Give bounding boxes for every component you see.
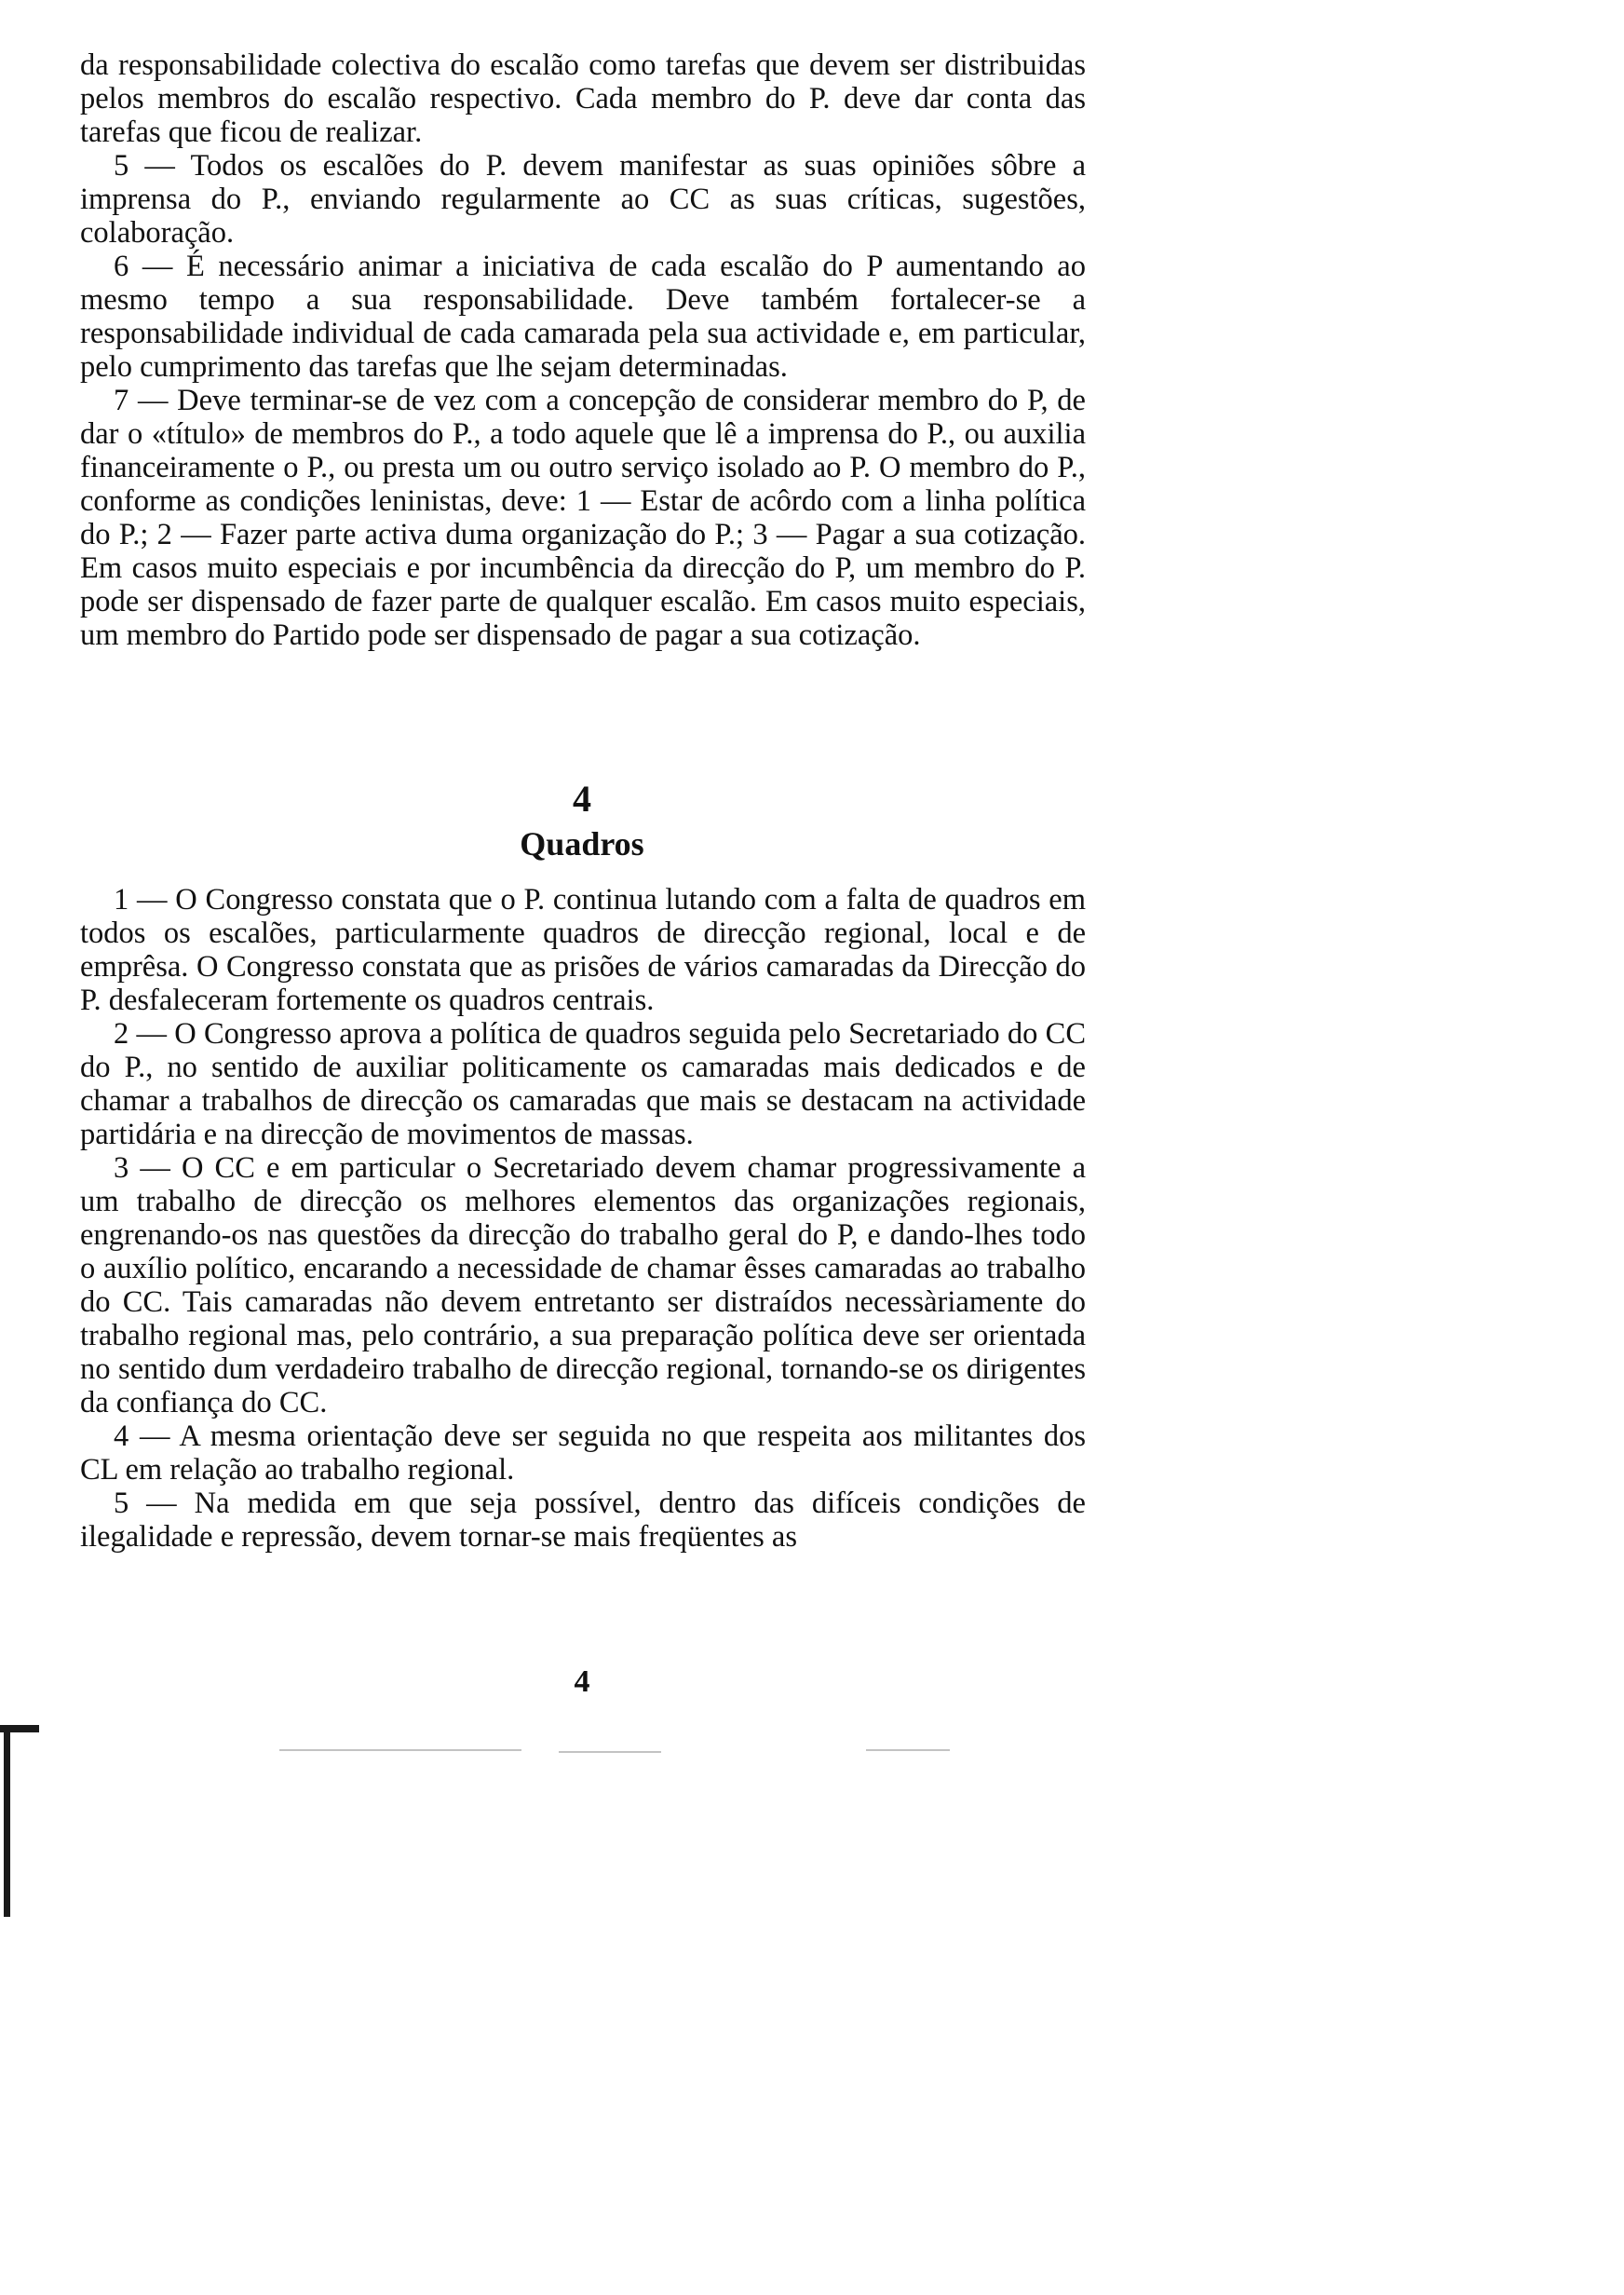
section-number: 4: [573, 778, 591, 820]
paragraph-continuation: da responsabilidade colectiva do escalão como tarefas que devem ser distribuidas pelos membros do escalão respectivo. Cada membro do P. deve dar conta das tarefas que ficou de realizar.: [80, 48, 1086, 149]
scan-smudge: [279, 1749, 521, 1751]
paragraph-quadros-3: 3 — O CC e em particular o Secretariado devem chamar progressivamente a um trabalho de direcção os melhores elementos das organizações regionais, engrenando-os nas questões da direcção do trabalho geral do P, e dando-lhes todo o auxílio político, encarando a necessidade de chamar êsses camaradas ao trabalho do CC. Tais camaradas não devem entretanto ser distraídos necessàriamente do trabalho regional mas, pelo contrário, a sua preparação política deve ser orientada no sentido dum verdadeiro trabalho de direcção regional, tornando-se os dirigentes da confiança do CC.: [80, 1151, 1086, 1419]
paragraph-quadros-2: 2 — O Congresso aprova a política de quadros seguida pelo Secretariado do CC do P., no sentido de auxiliar politicamente os camaradas mais dedicados e de chamar a trabalhos de direcção os camaradas que mais se destacam na actividade partidária e na direcção de movimentos de massas.: [80, 1017, 1086, 1151]
scan-edge-mark: [4, 1731, 10, 1917]
section-title: Quadros: [520, 825, 644, 862]
paragraph-quadros-4: 4 — A mesma orientação deve ser seguida no que respeita aos militantes dos CL em relação ao trabalho regional.: [80, 1419, 1086, 1487]
paragraph-quadros-5: 5 — Na medida em que seja possível, dentro das difíceis condições de ilegalidade e repressão, devem tornar-se mais freqüentes as: [80, 1487, 1086, 1554]
bottom-text-block: [80, 883, 1086, 1554]
scan-smudge: [559, 1751, 661, 1753]
page-number: 4: [574, 1664, 590, 1699]
paragraph-item-7: 7 — Deve terminar-se de vez com a concepção de considerar membro do P, de dar o «título» de membros do P., a todo aquele que lê a imprensa do P., ou auxilia financeiramente o P., ou presta um ou outro serviço isolado ao P. O membro do P., conforme as condições leninistas, deve: 1 — Estar de acôrdo com a linha política do P.; 2 — Fazer parte activa duma organização do P.; 3 — Pagar a sua cotização. Em casos muito especiais e por incumbência da direcção do P, um membro do P. pode ser dispensado de fazer parte de qualquer escalão. Em casos muito especiais, um membro do Partido pode ser dispensado de pagar a sua cotização.: [80, 384, 1086, 652]
paragraph-item-6: 6 — É necessário animar a iniciativa de cada escalão do P aumentando ao mesmo tempo a sua responsabilidade. Deve também fortalecer-se a responsabilidade individual de cada camarada pela sua actividade e, em particular, pelo cumprimento das tarefas que lhe sejam determinadas.: [80, 250, 1086, 384]
top-text-block: [80, 48, 1086, 652]
paragraph-item-5: 5 — Todos os escalões do P. devem manifestar as suas opiniões sôbre a imprensa do P., enviando regularmente ao CC as suas críticas, sugestões, colaboração.: [80, 149, 1086, 250]
scan-smudge: [866, 1749, 950, 1751]
paragraph-quadros-1: 1 — O Congresso constata que o P. continua lutando com a falta de quadros em todos os escalões, particularmente quadros de direcção regional, local e de emprêsa. O Congresso constata que as prisões de vários camaradas da Direcção do P. desfaleceram fortemente os quadros centrais.: [80, 883, 1086, 1017]
